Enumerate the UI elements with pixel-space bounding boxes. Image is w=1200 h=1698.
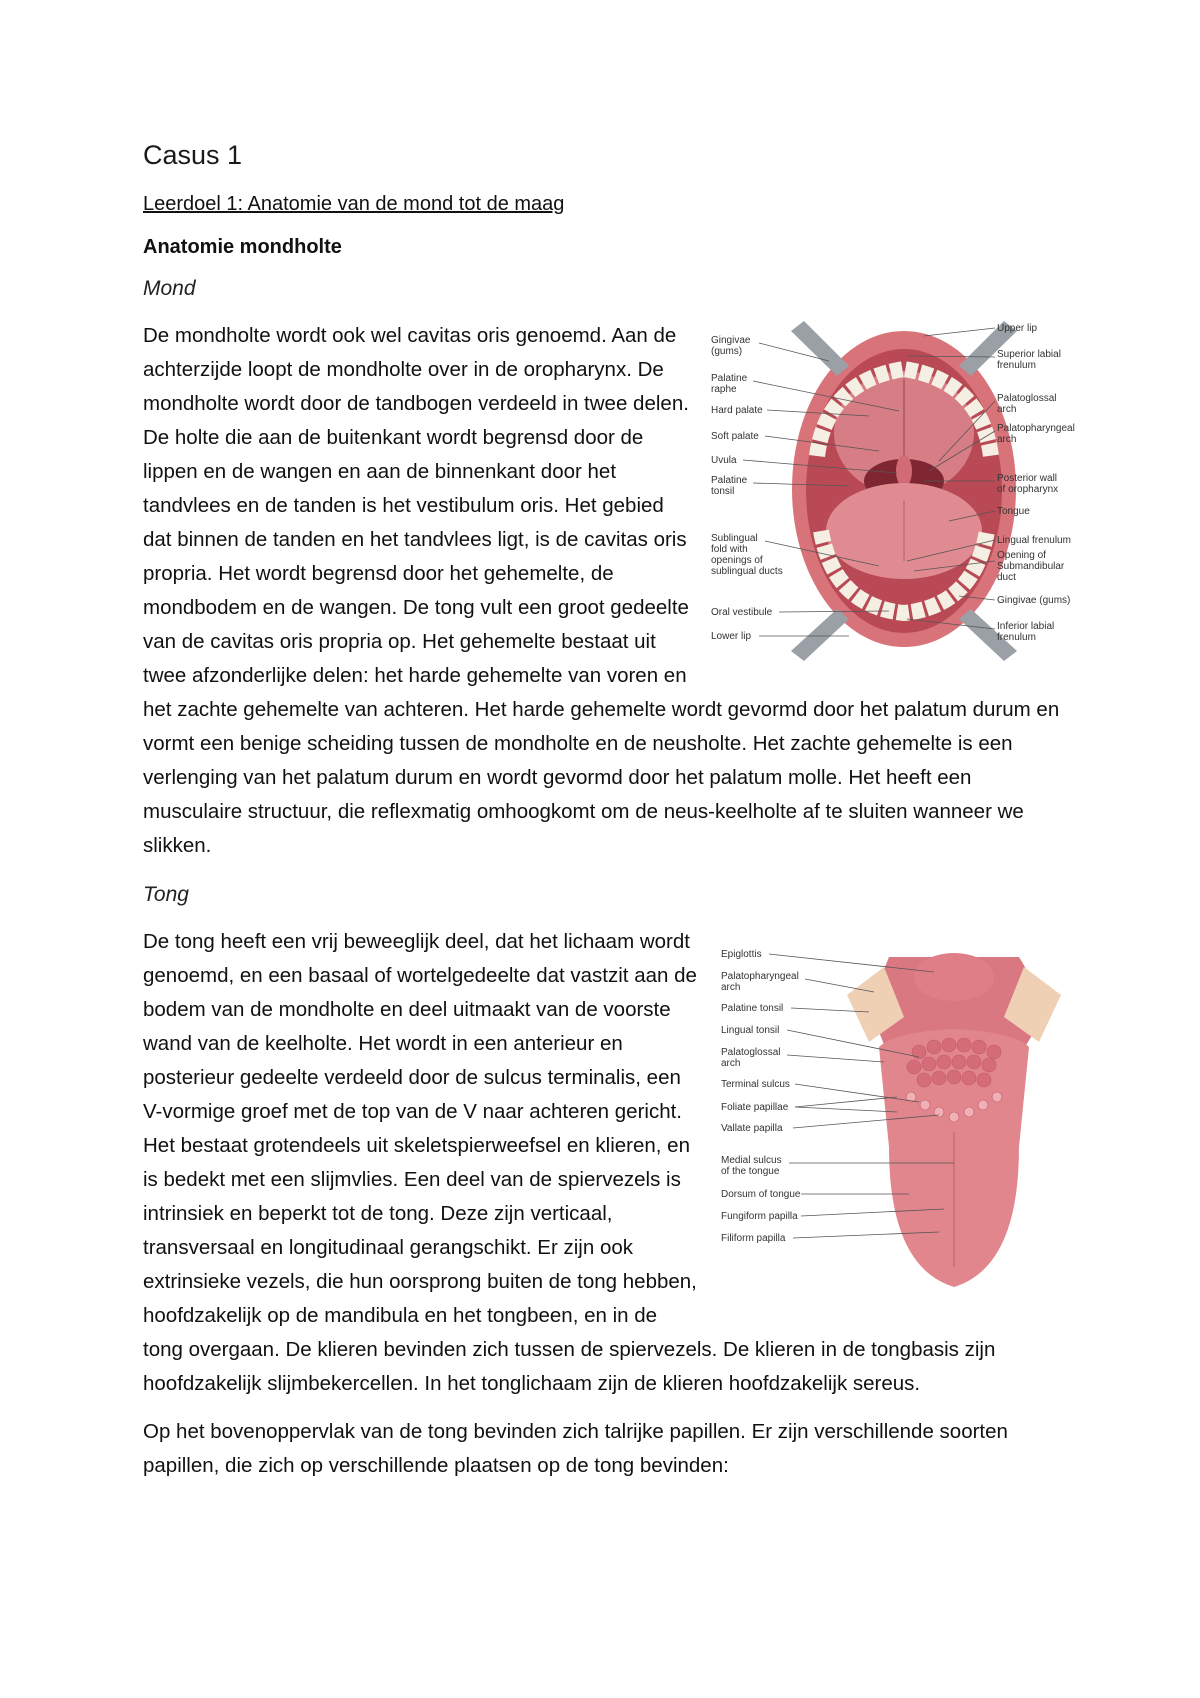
- svg-text:raphe: raphe: [711, 384, 737, 395]
- svg-text:Epiglottis: Epiglottis: [721, 949, 762, 960]
- svg-text:Opening of: Opening of: [997, 550, 1046, 561]
- svg-text:Palatine: Palatine: [711, 373, 748, 384]
- svg-text:Soft palate: Soft palate: [711, 431, 759, 442]
- svg-text:openings of: openings of: [711, 555, 763, 566]
- learning-goal: Leerdoel 1: Anatomie van de mond tot de maag: [143, 193, 565, 215]
- svg-text:Medial sulcus: Medial sulcus: [721, 1155, 782, 1166]
- subheading-mond: Mond: [143, 277, 196, 300]
- svg-text:Dorsum of tongue: Dorsum of tongue: [721, 1189, 801, 1200]
- svg-text:fold with: fold with: [711, 544, 748, 555]
- svg-text:Palatine: Palatine: [711, 475, 748, 486]
- svg-text:Palatoglossal: Palatoglossal: [997, 393, 1057, 404]
- page-title: Casus 1: [143, 140, 243, 170]
- document-content: [143, 140, 1075, 1497]
- svg-text:Hard palate: Hard palate: [711, 405, 763, 416]
- tongue-anatomy-illustration: [719, 947, 1091, 1302]
- svg-text:frenulum: frenulum: [997, 360, 1036, 371]
- svg-text:Inferior labial: Inferior labial: [997, 621, 1055, 632]
- svg-text:(gums): (gums): [711, 346, 743, 357]
- svg-text:arch: arch: [997, 404, 1017, 415]
- svg-text:Oral vestibule: Oral vestibule: [711, 607, 773, 618]
- svg-text:Palatoglossal: Palatoglossal: [721, 1047, 781, 1058]
- svg-text:Filiform papilla: Filiform papilla: [721, 1233, 786, 1244]
- svg-text:of oropharynx: of oropharynx: [997, 484, 1059, 495]
- mouth-anatomy-figure: [709, 321, 1101, 666]
- svg-text:Tongue: Tongue: [997, 506, 1030, 517]
- svg-text:Lingual frenulum: Lingual frenulum: [997, 535, 1071, 546]
- svg-text:arch: arch: [721, 982, 741, 993]
- svg-text:Sublingual: Sublingual: [711, 533, 758, 544]
- svg-text:arch: arch: [721, 1058, 741, 1069]
- subheading-tong: Tong: [143, 883, 189, 906]
- svg-text:Uvula: Uvula: [711, 455, 737, 466]
- svg-text:Terminal sulcus: Terminal sulcus: [721, 1079, 790, 1090]
- svg-text:Palatine tonsil: Palatine tonsil: [721, 1003, 784, 1014]
- svg-text:Submandibular: Submandibular: [997, 561, 1065, 572]
- svg-text:sublingual ducts: sublingual ducts: [711, 566, 783, 577]
- tong-paragraph: De tong heeft een vrij beweeglijk deel, dat het lichaam wordt genoemd, en een basaal of wortelgedeelte dat vastzit aan de bodem van de mondholte en deel uitmaakt van de voorste wand van de keelholte. Het wordt in een anterieur en posterieur gedeelte verdeeld door de sulcus terminalis, een V-vormige groef met de top van de V naar achteren gericht. Het bestaat grotendeels uit skeletspierweefsel en klieren, en is bedekt met een slijmvlies. Een deel van de spiervezels is intrinsiek en beperkt tot de tong. Deze zijn verticaal, transversaal en longitudinaal gerangschikt. Er zijn ook extrinsieke vezels, die hun oorsprong buiten de tong hebben, hoofdzakelijk op de mandibula en het tongbeen, en in de tong overgaan. De klieren bevinden zich tussen de spiervezels. De klieren in de tongbasis zijn hoofdzakelijk slijmbekercellen. In het tonglichaam zijn de klieren hoofdzakelijk sereus.: [143, 930, 996, 1395]
- svg-text:Vallate papilla: Vallate papilla: [721, 1123, 783, 1134]
- svg-text:arch: arch: [997, 434, 1017, 445]
- svg-text:Superior labial: Superior labial: [997, 349, 1061, 360]
- svg-text:Lower lip: Lower lip: [711, 631, 752, 642]
- mouth-anatomy-illustration: [709, 321, 1101, 666]
- svg-text:duct: duct: [997, 572, 1016, 583]
- svg-text:Gingivae (gums): Gingivae (gums): [997, 595, 1071, 606]
- svg-text:Lingual tonsil: Lingual tonsil: [721, 1025, 780, 1036]
- papillen-paragraph: Op het bovenoppervlak van de tong bevinden zich talrijke papillen. Er zijn verschillende soorten papillen, die zich op verschillende plaatsen op de tong bevinden:: [143, 1420, 1008, 1477]
- section-heading: Anatomie mondholte: [143, 236, 342, 258]
- svg-text:Fungiform papilla: Fungiform papilla: [721, 1211, 798, 1222]
- svg-text:Gingivae: Gingivae: [711, 335, 751, 346]
- svg-text:frenulum: frenulum: [997, 632, 1036, 643]
- svg-text:Posterior wall: Posterior wall: [997, 473, 1058, 484]
- svg-text:Palatopharyngeal: Palatopharyngeal: [721, 971, 799, 982]
- svg-text:Palatopharyngeal: Palatopharyngeal: [997, 423, 1075, 434]
- svg-text:of the tongue: of the tongue: [721, 1166, 780, 1177]
- mond-paragraph: De mondholte wordt ook wel cavitas oris genoemd. Aan de achterzijde loopt de mondholte over in de oropharynx. De mondholte wordt door de tandbogen verdeeld in twee delen. De holte die aan de buitenkant wordt begrensd door de lippen en de wangen en aan de binnenkant door het tandvlees en de tanden is het vestibulum oris. Het gebied dat binnen de tanden en het tandvlees ligt, is de cavitas oris propria. Het wordt begrensd door het gehemelte, de mondbodem en de wangen. De tong vult een groot gedeelte van de cavitas oris propria op. Het gehemelte bestaat uit twee afzonderlijke delen: het harde gehemelte van voren en het zachte gehemelte van achteren. Het harde gehemelte wordt gevormd door het palatum durum en vormt een benige scheiding tussen de mondholte en de neusholte. Het zachte gehemelte is een verlenging van het palatum durum en wordt gevormd door het palatum molle. Het heeft een musculaire structuur, die reflexmatig omhoogkomt om de neus-keelholte af te sluiten wanneer we slikken.: [143, 324, 1060, 857]
- tongue-anatomy-figure: [719, 947, 1091, 1302]
- svg-text:Upper lip: Upper lip: [997, 323, 1038, 334]
- svg-text:Foliate papillae: Foliate papillae: [721, 1102, 789, 1113]
- svg-text:tonsil: tonsil: [711, 486, 735, 497]
